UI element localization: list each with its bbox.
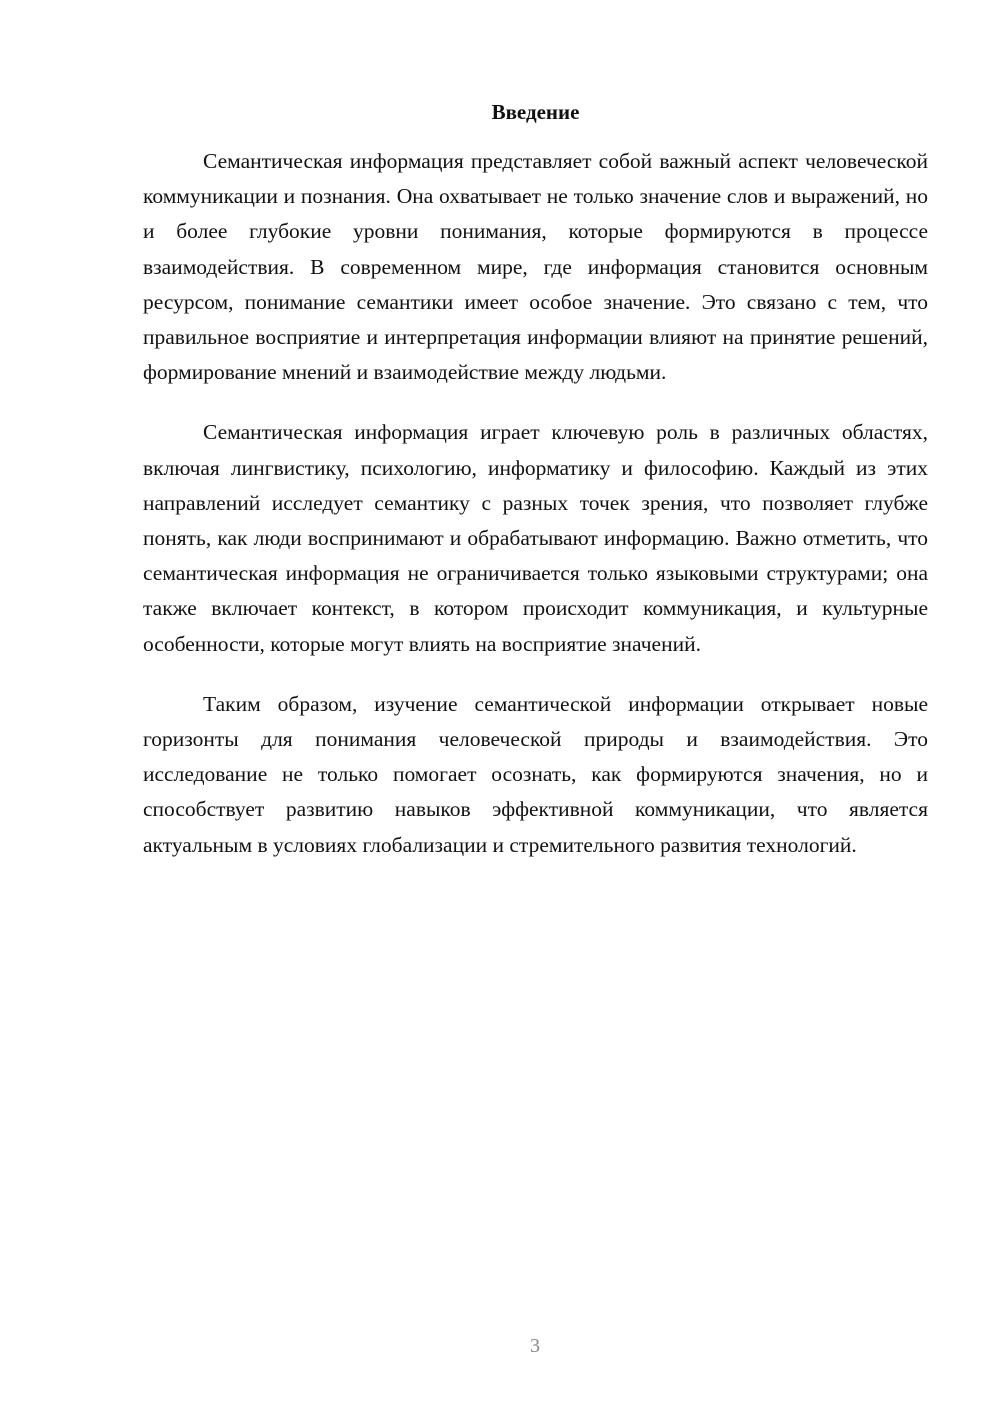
- document-body: [143, 144, 928, 888]
- paragraph-1: Семантическая информация представляет собой важный аспект человеческой коммуникации и познания. Она охватывает не только значение слов и выражений, но и более глубокие уровни понимания, которые формируются в процессе взаимодействия. В современном мире, где информация становится основным ресурсом, понимание семантики имеет особое значение. Это связано с тем, что правильное восприятие и интерпретация информации влияют на принятие решений, формирование мнений и взаимодействие между людьми.: [143, 149, 928, 385]
- page-title: Введение: [491, 100, 580, 124]
- paragraph-2: Семантическая информация играет ключевую роль в различных областях, включая лингвистику, психологию, информатику и философию. Каждый из этих направлений исследует семантику с разных точек зрения, что позволяет глубже понять, как люди воспринимают и обрабатывают информацию. Важно отметить, что семантическая информация не ограничивается только языковыми структурами; она также включает контекст, в котором происходит коммуникация, и культурные особенности, которые могут влиять на восприятие значений.: [143, 420, 928, 656]
- page-number: 3: [530, 1335, 540, 1357]
- paragraph-3: Таким образом, изучение семантической информации открывает новые горизонты для понимания человеческой природы и взаимодействия. Это исследование не только помогает осознать, как формируются значения, но и способствует развитию навыков эффективной коммуникации, что является актуальным в условиях глобализации и стремительного развития технологий.: [143, 691, 928, 857]
